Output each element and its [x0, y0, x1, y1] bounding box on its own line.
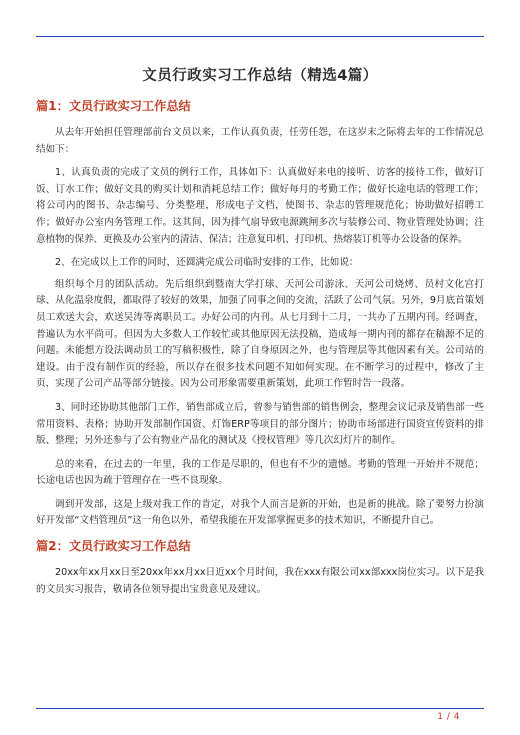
- section-heading: 篇2：文员行政实习工作总结: [36, 539, 191, 554]
- document-body: [36, 97, 484, 605]
- section-heading: 篇1：文员行政实习工作总结: [36, 99, 191, 113]
- paragraph: 20xx年xx月xx日至20xx年xx月xx日近xx个月时间，我在xxx有限公司xx部xxx岗位实习。以下是我的文员实习报告，敬请各位领导提出宝贵意见及建议。: [36, 567, 484, 595]
- paragraph: 组织每个月的团队活动。先后组织到暨南大学打球、天河公司游泳、天河公司烧烤、员村文化宫打球、从化温泉度假，都取得了较好的效果，加强了同事之间的交流，活跃了公司气氛。另外，9月底首策划员工欢送大会，欢送吴涛等离职员工。办好公司的内刊。从七月到十二月，一共办了五期内刊。经调查，普遍认为水平尚可。但因为大多数人工作较忙或其他原因无法投稿，造成每一期内刊的都存在稿源不足的问题。未能想方设法调动员工的写稿积极性，除了自身原因之外，也与管理层等其他因素有关。公司站的建设。由于没有制作页的经验，所以存在很多技术问题不知如何实现。在不断学习的过程中，修改了主页，实现了公司产品等部分链接。因为公司形象需要重新策划，此项工作暂时告一段落。: [36, 278, 484, 390]
- paragraph: 总的来看，在过去的一年里，我的工作是尽职的，但也有不少的遗憾。考勤的管理一开始并不规范；长途电话也因为疏于管理存在一些不良现象。: [36, 458, 484, 487]
- footer-rule: [36, 708, 484, 709]
- section-2: [36, 537, 484, 598]
- page-number: 1 / 4: [437, 712, 460, 722]
- header-rule: [36, 36, 484, 37]
- section-1: [36, 97, 484, 530]
- paragraph: 从去年开始担任管理部前台文员以来，工作认真负责，任劳任怨，在这岁末之际将去年的工作情况总结如下：: [36, 127, 484, 155]
- paragraph: 3、同时还协助其他部门工作，销售部成立后，曾参与销售部的销售例会，整理会议记录及销售部一些常用资料、表格；协助开发部制作国资、灯饰ERP等项目的部分图片；协助市场部进行国资宣传资料的排版、整理；另外还参与了公有物业产品化的测试及《授权管理》等几次幻灯片的制作。: [36, 401, 484, 447]
- paragraph: 调到开发部，这是上级对我工作的肯定，对我个人而言是新的开始，也是新的挑战。除了要努力扮演好开发部“文档管理员”这一角色以外，希望我能在开发部掌握更多的技术知识，不断提升自己。: [36, 498, 484, 527]
- paragraph: 1、认真负责的完成了文员的例行工作，具体如下：认真做好来电的接听、访客的接待工作，做好订饭、订水工作；做好文具的购买计划和消耗总结工作；做好每月的考勤工作；做好长途电话的管理工作；将公司内的图书、杂志编号、分类整理，形成电子文档，使图书、杂志的管理规范化；协助做好招聘工作；做好办公室内务管理工作。这其间，因为排气扇导致电源跳闸多次与装修公司、物业管理处协调；注意植物的保养、更换及办公室内的清洁、保洁；注意复印机、打印机、热熔装订机等办公设备的保养。: [36, 167, 484, 245]
- document-title: 文员行政实习工作总结（精选4篇）: [142, 68, 378, 84]
- paragraph: 2、在完成以上工作的同时，还圆满完成公司临时安排的工作，比如说：: [55, 257, 359, 269]
